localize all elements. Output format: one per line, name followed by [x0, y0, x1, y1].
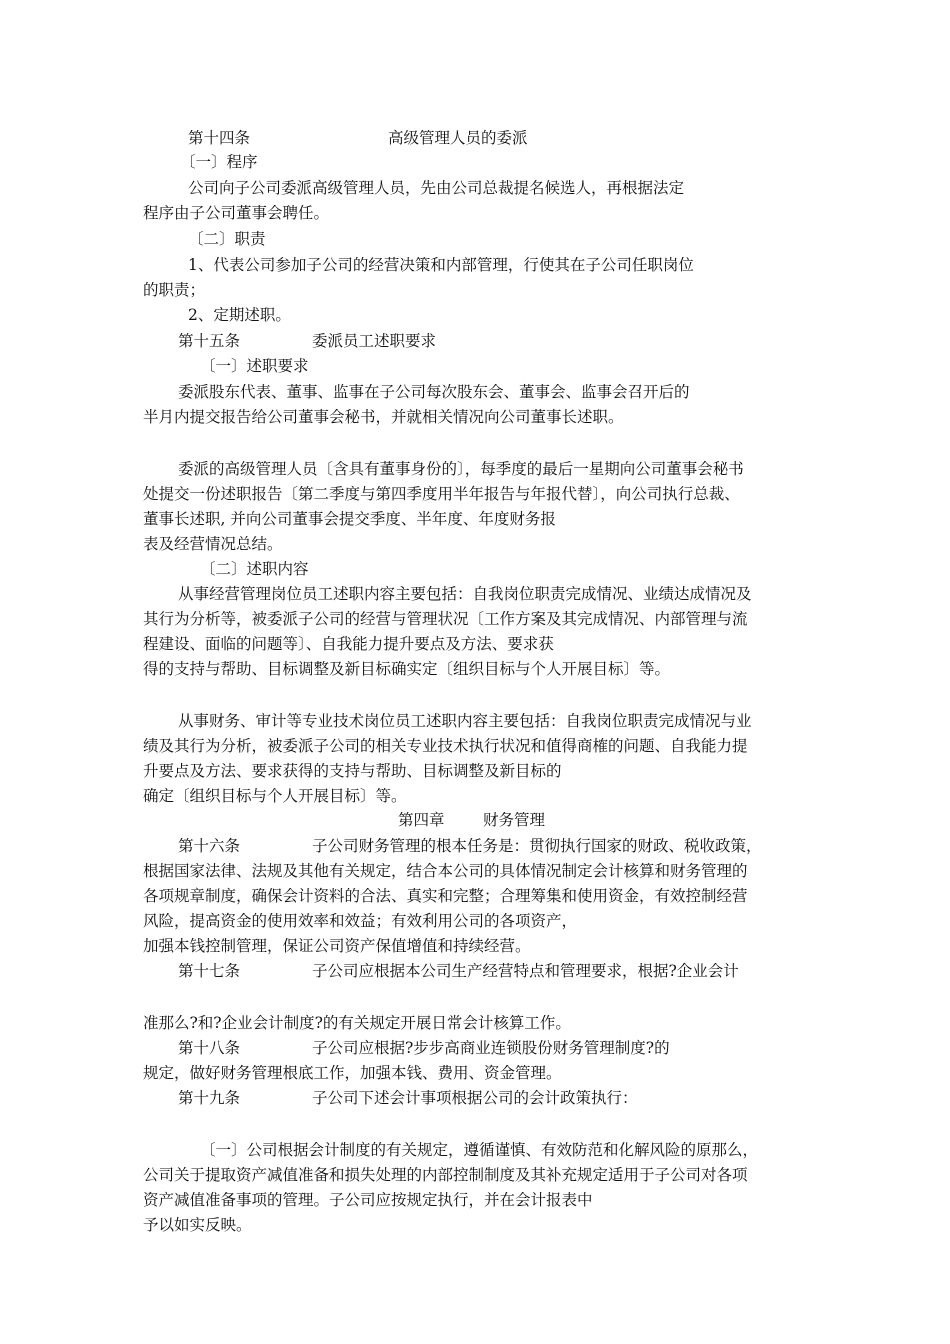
article-14-section-2-heading: 〔二〕职责: [188, 230, 266, 248]
article-15-paragraph-2-line-4: 表及经营情况总结。: [143, 535, 283, 553]
article-16-paragraph-line-3: 各项规章制度，确保会计资料的合法、真实和完整；合理筹集和使用资金，有效控制经营: [143, 887, 748, 905]
article-15-paragraph-3-line-2: 其行为分析等，被委派子公司的经营与管理状况〔工作方案及其完成情况、内部管理与流: [143, 610, 748, 628]
article-18-paragraph-line-1: 子公司应根据?步步高商业连锁股份财务管理制度?的: [312, 1039, 670, 1057]
article-15-paragraph-4-line-3: 升要点及方法、要求获得的支持与帮助、目标调整及新目标的: [143, 762, 562, 780]
article-14-title: 高级管理人员的委派: [388, 129, 528, 147]
article-14-section-1-heading: 〔一〕程序: [180, 153, 258, 171]
article-15-section-2-heading: 〔二〕述职内容: [200, 560, 309, 578]
article-14-item-1-cont: 的职责；: [143, 281, 206, 299]
article-17-number: 第十七条: [178, 962, 241, 980]
article-18-number: 第十八条: [178, 1039, 241, 1057]
article-15-paragraph-2-line-3: 董事长述职, 并向公司董事会提交季度、半年度、年度财务报: [143, 510, 556, 528]
article-15-paragraph-2-line-1: [143, 457, 805, 481]
chapter-4-title: 财务管理: [483, 811, 546, 829]
article-14-item-2: 2、定期述职。: [188, 306, 291, 324]
article-16-number: 第十六条: [178, 837, 241, 855]
article-15-paragraph-2-line-2: 处提交一份述职报告〔第二季度与第四季度用半年报告与年报代替〕，向公司执行总裁、: [143, 485, 740, 503]
article-14-item-1: 1、代表公司参加子公司的经营决策和内部管理，行使其在子公司任职岗位: [188, 256, 694, 274]
article-15-paragraph-3-line-4: 得的支持与帮助、目标调整及新目标确实定〔组织目标与个人开展目标〕等。: [143, 660, 671, 678]
article-19-number: 第十九条: [178, 1089, 241, 1107]
article-15-paragraph-1-cont: 半月内提交报告给公司董事会秘书，并就相关情况向公司董事长述职。: [143, 408, 624, 426]
article-15-paragraph-1: 委派股东代表、董事、监事在子公司每次股东会、董事会、监事会召开后的: [178, 383, 690, 401]
article-19-item-1-line-3: 资产减值准备事项的管理。子公司应按规定执行，并在会计报表中: [143, 1191, 593, 1209]
p2-text: 委派的高级管理人员〔含具有董事身份的〕，每季度的最后一星期向公司董事会秘书: [178, 460, 744, 478]
article-15-number: 第十五条: [178, 332, 241, 350]
article-19-paragraph: 子公司下述会计事项根据公司的会计政策执行：: [312, 1089, 638, 1107]
article-16-paragraph-line-4: 风险，提高资金的使用效率和效益；有效利用公司的各项资产，: [143, 912, 578, 930]
article-15-paragraph-3-line-1: 从事经营管理岗位员工述职内容主要包括：自我岗位职责完成情况、业绩达成情况及: [178, 585, 752, 603]
article-15-section-1-heading: 〔一〕述职要求: [200, 357, 309, 375]
article-14-paragraph-1: 公司向子公司委派高级管理人员，先由公司总裁提名候选人，再根据法定: [188, 179, 685, 197]
article-17-paragraph-line-1: 子公司应根据本公司生产经营特点和管理要求，根据?企业会计: [312, 962, 739, 980]
article-17-paragraph-line-2: 准那么?和?企业会计制度?的有关规定开展日常会计核算工作。: [143, 1014, 571, 1032]
article-16-paragraph-line-1: 子公司财务管理的根本任务是：贯彻执行国家的财政、税收政策，: [312, 837, 762, 855]
chapter-4-number: 第四章: [398, 811, 445, 829]
article-15-paragraph-4-line-4: 确定〔组织目标与个人开展目标〕等。: [143, 787, 407, 805]
article-16-paragraph-line-2: 根据国家法律、法规及其他有关规定，结合本公司的具体情况制定会计核算和财务管理的: [143, 862, 748, 880]
article-14-paragraph-1-cont: 程序由子公司董事会聘任。: [143, 204, 330, 222]
article-15-paragraph-4-line-1: 从事财务、审计等专业技术岗位员工述职内容主要包括：自我岗位职责完成情况与业: [178, 712, 752, 730]
article-14-number: 第十四条: [188, 129, 251, 147]
article-15-title: 委派员工述职要求: [312, 332, 437, 350]
article-18-paragraph-line-2: 规定，做好财务管理根底工作，加强本钱、费用、资金管理。: [143, 1064, 562, 1082]
article-19-item-1-line-1: 〔一〕公司根据会计制度的有关规定，遵循谨慎、有效防范和化解风险的原那么，: [200, 1141, 759, 1159]
article-15-paragraph-4-line-2: 绩及其行为分析，被委派子公司的相关专业技术执行状况和值得商榷的问题、自我能力提: [143, 737, 748, 755]
article-19-item-1-line-2: 公司关于提取资产减值准备和损失处理的内部控制制度及其补充规定适用于子公司对各项: [143, 1166, 748, 1184]
article-19-item-1-line-4: 予以如实反映。: [143, 1216, 252, 1234]
article-16-paragraph-line-5: 加强本钱控制管理，保证公司资产保值增值和持续经营。: [143, 937, 531, 955]
article-15-paragraph-3-line-3: 程建设、面临的问题等〕、自我能力提升要点及方法、要求获: [143, 635, 554, 653]
